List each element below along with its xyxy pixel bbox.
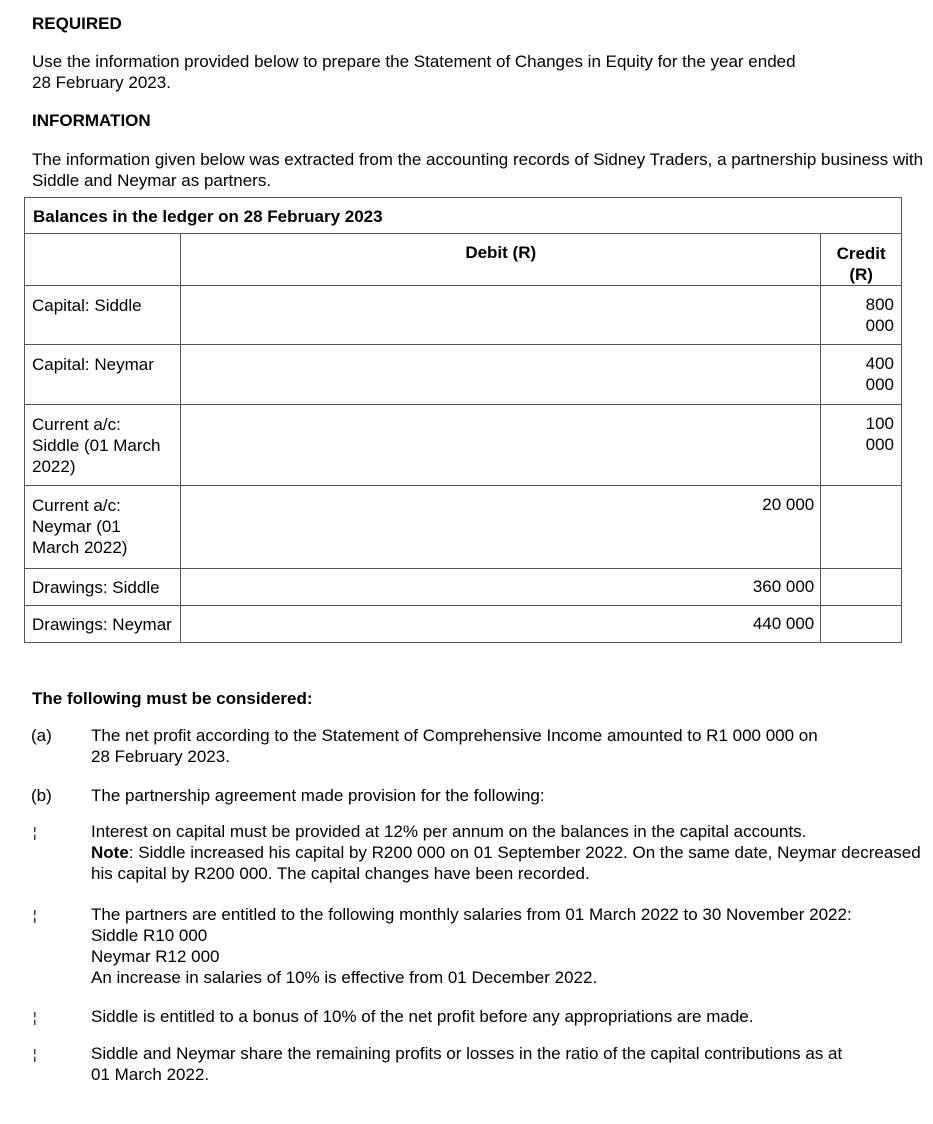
- account-line-2: Siddle (01 March: [32, 436, 161, 455]
- account-name: Drawings: Siddle: [32, 578, 160, 597]
- bullet-4-text: [91, 1043, 842, 1085]
- credit-line-1: 400: [865, 354, 894, 373]
- ledger-caption: Balances in the ledger on 28 February 2023: [25, 198, 902, 234]
- bullet-1-text: [91, 821, 921, 884]
- account-cell: [25, 486, 181, 569]
- debit-cell: 440 000: [181, 606, 821, 643]
- credit-cell: [821, 345, 902, 405]
- bullet-4-line-1: Siddle and Neymar share the remaining profits or losses in the ratio of the capital contributions as at: [91, 1044, 843, 1063]
- debit-cell: [181, 345, 821, 405]
- header-credit-line-1: Credit: [836, 244, 886, 263]
- ledger-caption-row: [25, 198, 902, 234]
- table-row: [25, 569, 902, 606]
- bullet-3-text: Siddle is entitled to a bonus of 10% of the net profit before any appropriations are made.: [91, 1007, 754, 1026]
- credit-line-1: 800: [865, 295, 894, 314]
- account-cell: [25, 405, 181, 486]
- account-name: Capital: Siddle: [32, 296, 142, 315]
- bullet-icon: ¦: [33, 1009, 37, 1025]
- considered-heading: The following must be considered:: [32, 689, 313, 708]
- credit-line-2: 000: [865, 375, 894, 394]
- item-a-line-1: The net profit according to the Statement of Comprehensive Income amounted to R1 000 000 on: [91, 726, 818, 745]
- header-credit: [821, 234, 902, 286]
- bullet-2-line-1: The partners are entitled to the following monthly salaries from 01 March 2022 to 30 November 2022:: [91, 905, 852, 924]
- bullet-icon: ¦: [33, 1046, 37, 1062]
- bullet-1-note-line: [91, 842, 921, 863]
- table-row: [25, 606, 902, 643]
- account-cell: [25, 606, 181, 643]
- credit-cell: [821, 606, 902, 643]
- required-heading: REQUIRED: [32, 14, 122, 33]
- header-account: [25, 234, 181, 286]
- account-cell: [25, 345, 181, 405]
- item-a-label: (a): [31, 726, 52, 745]
- account-name: Drawings: Neymar: [32, 615, 172, 634]
- required-line-1: Use the information provided below to prepare the Statement of Changes in Equity for the year ended: [32, 52, 796, 71]
- item-a-line-2: 28 February 2023.: [91, 747, 230, 766]
- credit-cell: [821, 405, 902, 486]
- debit-cell: [181, 286, 821, 345]
- credit-cell: [821, 286, 902, 345]
- debit-cell: 360 000: [181, 569, 821, 606]
- bullet-4-line-2: 01 March 2022.: [91, 1065, 210, 1084]
- credit-line-2: 000: [865, 435, 894, 454]
- bullet-2-line-3: Neymar R12 000: [91, 947, 220, 966]
- information-line-2: Siddle and Neymar as partners.: [32, 171, 272, 190]
- account-name: Capital: Neymar: [32, 355, 154, 374]
- ledger-header-row: [25, 234, 902, 286]
- debit-cell: 20 000: [181, 486, 821, 569]
- information-heading: INFORMATION: [32, 111, 151, 130]
- account-line-3: 2022): [32, 457, 76, 476]
- bullet-2-line-2: Siddle R10 000: [91, 926, 208, 945]
- ledger-table: [24, 197, 902, 643]
- table-row: [25, 286, 902, 345]
- table-row: [25, 405, 902, 486]
- header-credit-line-2: (R): [849, 265, 873, 284]
- note-label: Note: [91, 843, 129, 862]
- debit-cell: [181, 405, 821, 486]
- account-line-1: Current a/c:: [32, 496, 121, 515]
- information-line-1: The information given below was extracted from the accounting records of Sidney Traders, a partnership business with: [32, 150, 924, 169]
- required-line-2: 28 February 2023.: [32, 73, 171, 92]
- header-debit: Debit (R): [181, 234, 821, 286]
- table-row: [25, 345, 902, 405]
- credit-line-1: 100: [865, 414, 894, 433]
- bullet-1-line-1: Interest on capital must be provided at 12% per annum on the balances in the capital accounts.: [91, 822, 807, 841]
- item-a-text: [91, 725, 818, 767]
- bullet-icon: ¦: [33, 907, 37, 923]
- account-line-1: Current a/c:: [32, 415, 121, 434]
- item-b-label: (b): [31, 786, 52, 805]
- information-text: [32, 149, 923, 191]
- bullet-2-line-4: An increase in salaries of 10% is effective from 01 December 2022.: [91, 968, 598, 987]
- account-cell: [25, 286, 181, 345]
- required-text: [32, 51, 796, 93]
- note-text: : Siddle increased his capital by R200 000 on 01 September 2022. On the same date, Neymar decreased: [128, 843, 921, 862]
- item-b-text: The partnership agreement made provision for the following:: [91, 786, 545, 805]
- credit-line-2: 000: [865, 316, 894, 335]
- table-row: [25, 486, 902, 569]
- credit-cell: [821, 569, 902, 606]
- bullet-2-text: [91, 904, 852, 988]
- bullet-1-line-3: his capital by R200 000. The capital changes have been recorded.: [91, 864, 590, 883]
- account-cell: [25, 569, 181, 606]
- credit-cell: [821, 486, 902, 569]
- account-line-3: March 2022): [32, 538, 128, 557]
- bullet-icon: ¦: [33, 824, 37, 840]
- account-line-2: Neymar (01: [32, 517, 121, 536]
